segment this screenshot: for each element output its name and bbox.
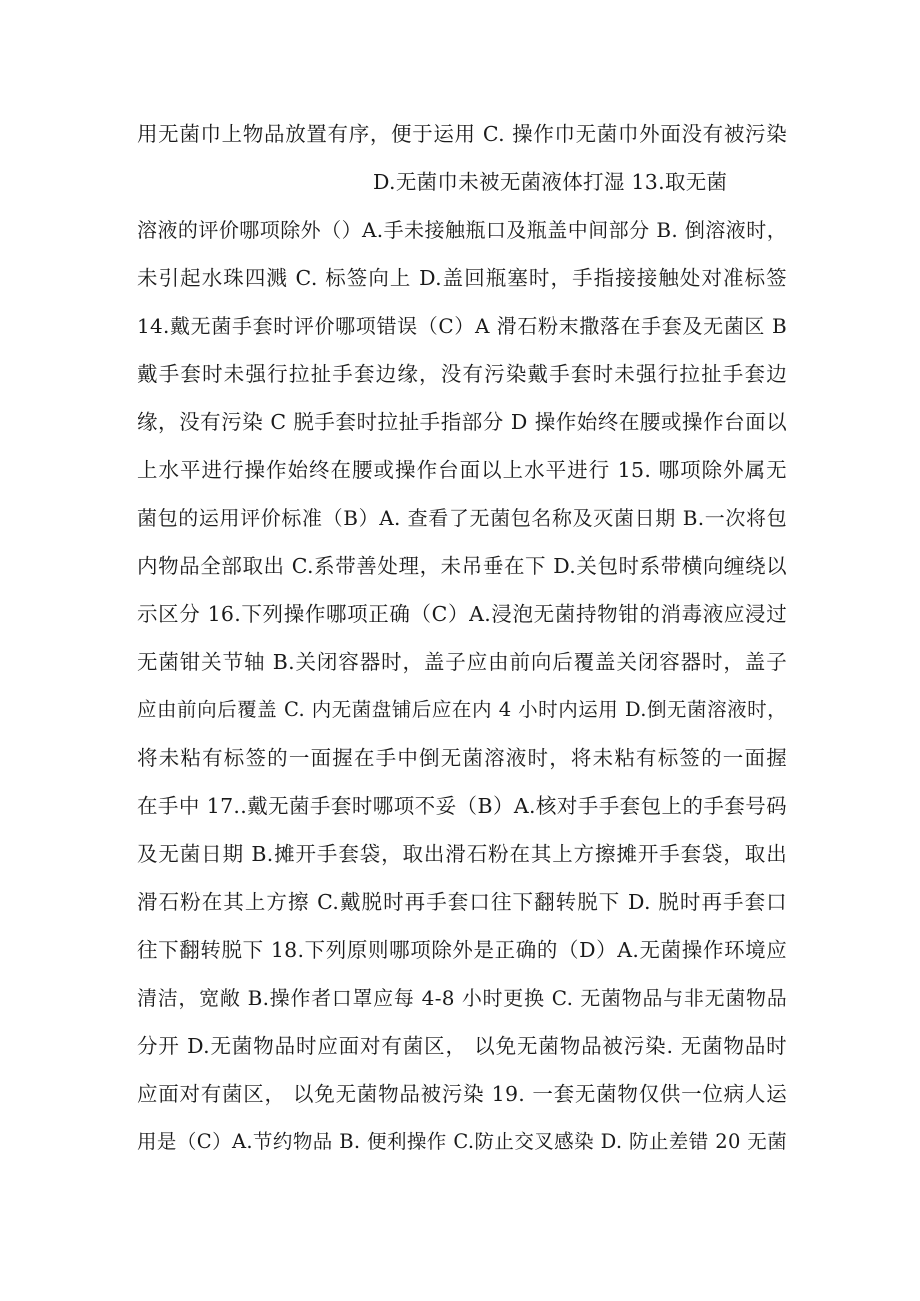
- text-line: 示区分 16.下列操作哪项正确（C）A.浸泡无菌持物钳的消毒液应浸过: [137, 602, 787, 626]
- text-line: 内物品全部取出 C.系带善处理，未吊垂在下 D.关包时系带横向缠绕以: [137, 554, 787, 578]
- text-line: 在手中 17..戴无菌手套时哪项不妥（B）A.核对手手套包上的手套号码: [137, 794, 787, 818]
- text-line: 未引起水珠四溅 C. 标签向上 D.盖回瓶塞时，手指接接触处对准标签: [137, 266, 787, 290]
- text-line: 往下翻转脱下 18.下列原则哪项除外是正确的（D）A.无菌操作环境应: [137, 938, 787, 962]
- text-line: 缘，没有污染 C 脱手套时拉扯手指部分 D 操作始终在腰或操作台面以: [137, 410, 787, 434]
- text-line: 戴手套时未强行拉扯手套边缘，没有污染戴手套时未强行拉扯手套边: [137, 362, 787, 386]
- text-line: 应面对有菌区， 以免无菌物品被污染 19. 一套无菌物仅供一位病人运: [137, 1082, 787, 1106]
- text-line: 用是（C）A.节约物品 B. 便利操作 C.防止交叉感染 D. 防止差错 20 无菌: [137, 1130, 787, 1153]
- text-line: 菌包的运用评价标准（B）A. 查看了无菌包名称及灭菌日期 B.一次将包: [137, 506, 787, 530]
- text-line: 14.戴无菌手套时评价哪项错误（C）A 滑石粉末撒落在手套及无菌区 B: [137, 314, 787, 338]
- text-line: 应由前向后覆盖 C. 内无菌盘铺后应在内 4 小时内运用 D.倒无菌溶液时，: [137, 698, 787, 721]
- text-line: 及无菌日期 B.摊开手套袋，取出滑石粉在其上方擦摊开手套袋，取出: [137, 842, 787, 866]
- text-line: 溶液的评价哪项除外（）A.手未接触瓶口及瓶盖中间部分 B. 倒溶液时，: [137, 218, 787, 242]
- text-line: 无菌钳关节轴 B.关闭容器时，盖子应由前向后覆盖关闭容器时，盖子: [137, 650, 787, 674]
- document-body: [137, 110, 787, 1166]
- text-line: 用无菌巾上物品放置有序，便于运用 C. 操作巾无菌巾外面没有被污染: [137, 122, 787, 146]
- text-line: D.无菌巾未被无菌液体打湿 13.取无菌: [373, 170, 728, 194]
- text-line: 分开 D.无菌物品时应面对有菌区， 以免无菌物品被污染. 无菌物品时: [137, 1034, 787, 1058]
- text-line: 清洁，宽敞 B.操作者口罩应每 4-8 小时更换 C. 无菌物品与非无菌物品: [137, 986, 787, 1010]
- text-line: 滑石粉在其上方擦 C.戴脱时再手套口往下翻转脱下 D. 脱时再手套口: [137, 890, 787, 914]
- text-line: 上水平进行操作始终在腰或操作台面以上水平进行 15. 哪项除外属无: [137, 458, 787, 482]
- text-line: 将未粘有标签的一面握在手中倒无菌溶液时，将未粘有标签的一面握: [137, 746, 787, 770]
